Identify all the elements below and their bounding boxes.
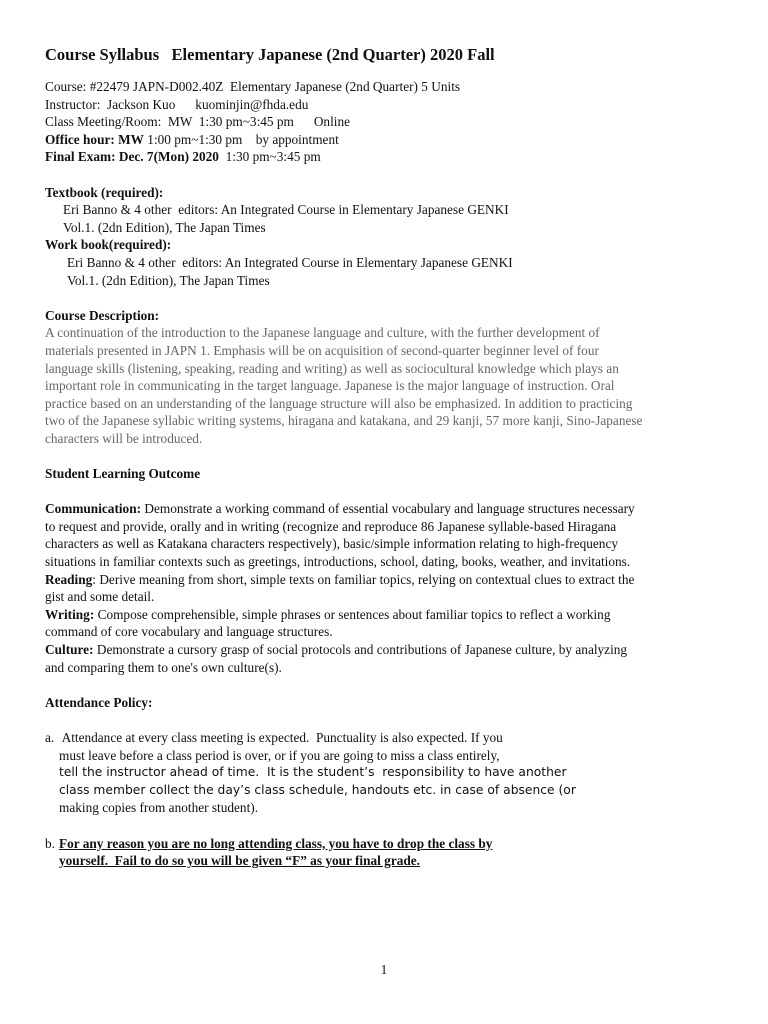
culture-text: and comparing them to one's own culture(s). xyxy=(45,659,282,675)
final-exam-value: 1:30 pm~3:45 pm xyxy=(218,149,321,165)
description-line: two of the Japanese syllabic writing systems, hiragana and katakana, and 29 kanji, 57 more kanji, Sino-Japanese xyxy=(45,413,643,429)
attendance-text: class member collect the day’s class schedule, handouts etc. in case of absence (or xyxy=(59,782,576,797)
culture-line xyxy=(45,641,735,659)
course-description-heading: Course Description: xyxy=(45,307,160,323)
communication-text: characters as well as Katakana characters respectively), basic/simple information relating to high-frequency xyxy=(45,536,618,552)
meeting-line: Class Meeting/Room: MW 1:30 pm~3:45 pm Online xyxy=(45,114,351,130)
textbook-line: Eri Banno & 4 other editors: An Integrated Course in Elementary Japanese GENKI xyxy=(63,202,509,218)
final-exam-line xyxy=(45,148,735,166)
attendance-item-b xyxy=(45,835,735,870)
workbook-heading: Work book(required): xyxy=(45,237,172,253)
writing-text: command of core vocabulary and language structures. xyxy=(45,624,333,640)
description-line: characters will be introduced. xyxy=(45,430,203,446)
communication-label: Communication: xyxy=(45,501,142,517)
workbook-line: Vol.1. (2dn Edition), The Japan Times xyxy=(67,272,270,288)
reading-text: : Derive meaning from short, simple texts on familiar topics, relying on contextual clues to extract the xyxy=(92,571,635,587)
communication-line xyxy=(45,500,735,518)
attendance-text: making copies from another student). xyxy=(59,800,259,816)
attendance-text: Attendance at every class meeting is expected. Punctuality is also expected. If you xyxy=(59,729,503,745)
communication-text: to request and provide, orally and in writing (recognize and reproduce 86 Japanese syllable-based Hiragana xyxy=(45,518,617,534)
office-hour-value: 1:00 pm~1:30 pm by appointment xyxy=(143,131,339,147)
learning-outcome-heading: Student Learning Outcome xyxy=(45,466,201,482)
course-description xyxy=(45,324,735,447)
page-title: Course Syllabus Elementary Japanese (2nd Quarter) 2020 Fall xyxy=(45,45,495,64)
page-number: 1 xyxy=(380,962,388,977)
office-hour-line xyxy=(45,131,735,149)
reading-label: Reading xyxy=(45,571,93,587)
reading-text: gist and some detail. xyxy=(45,589,155,605)
description-line: A continuation of the introduction to the Japanese language and culture, with the further development of xyxy=(45,325,600,341)
attendance-text: tell the instructor ahead of time. It is the student’s responsibility to have another xyxy=(59,765,567,780)
attendance-text: must leave before a class period is over, or if you are going to miss a class entirely, xyxy=(59,747,500,763)
instructor-line: Instructor: Jackson Kuo kuominjin@fhda.edu xyxy=(45,96,309,112)
description-line: materials presented in JAPN 1. Emphasis will be on acquisition of second-quarter beginner level of four xyxy=(45,342,599,358)
writing-line xyxy=(45,606,735,624)
description-line: practice based on an understanding of the language structure will also be emphasized. In addition to practicing xyxy=(45,395,633,411)
list-marker: a. xyxy=(45,729,55,745)
attendance-item-a xyxy=(45,729,735,817)
textbook-heading: Textbook (required): xyxy=(45,184,164,200)
culture-text: Demonstrate a cursory grasp of social protocols and contributions of Japanese culture, by analyzing xyxy=(93,642,628,657)
workbook-line: Eri Banno & 4 other editors: An Integrated Course in Elementary Japanese GENKI xyxy=(67,254,513,270)
communication-text: situations in familiar contexts such as greetings, introductions, school, dating, books, weather, and invitations. xyxy=(45,554,631,570)
course-line: Course: #22479 JAPN-D002.40Z Elementary Japanese (2nd Quarter) 5 Units xyxy=(45,79,461,94)
description-line: important role in communicating in the target language. Japanese is the major language of instruction. Oral xyxy=(45,378,615,394)
reading-line xyxy=(45,571,735,589)
description-line: language skills (listening, speaking, reading and writing) as well as sociocultural knowledge which plays an xyxy=(45,360,619,376)
attendance-policy-list xyxy=(45,729,735,870)
final-exam-label: Final Exam: Dec. 7(Mon) 2020 xyxy=(45,149,219,165)
drop-policy-text: For any reason you are no long attending class, you have to drop the class by xyxy=(59,835,493,851)
syllabus-page xyxy=(45,44,735,870)
list-marker: b. xyxy=(45,835,55,851)
office-hour-label: Office hour: MW xyxy=(45,131,144,147)
drop-policy-text: yourself. Fail to do so you will be given “F” as your final grade. xyxy=(59,853,420,869)
writing-label: Writing: xyxy=(45,606,95,622)
attendance-policy-heading: Attendance Policy: xyxy=(45,694,153,710)
culture-label: Culture: xyxy=(45,642,94,657)
writing-text: Compose comprehensible, simple phrases or sentences about familiar topics to reflect a working xyxy=(94,606,611,622)
communication-text: Demonstrate a working command of essential vocabulary and language structures necessary xyxy=(141,501,635,517)
textbook-line: Vol.1. (2dn Edition), The Japan Times xyxy=(63,219,266,235)
